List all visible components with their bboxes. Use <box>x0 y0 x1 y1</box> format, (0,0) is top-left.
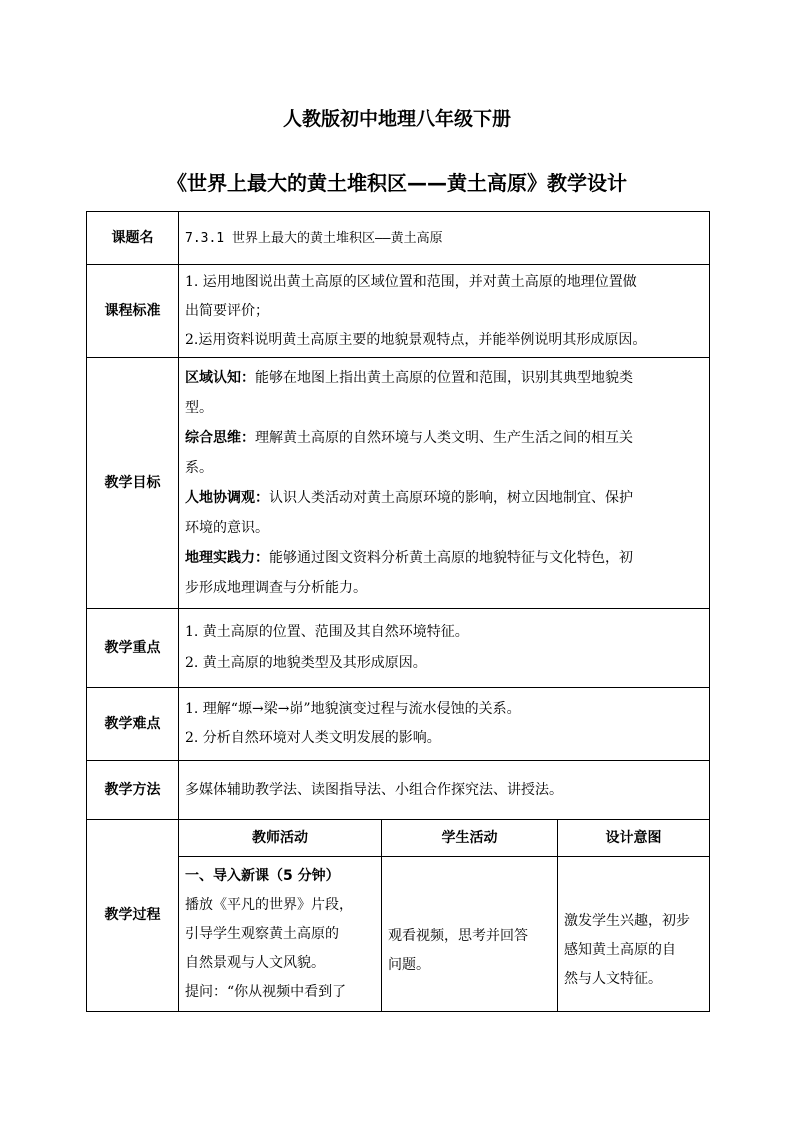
teacher-line: 提问：“你从视频中看到了 <box>185 983 347 1000</box>
header-teacher: 教师活动 <box>179 820 382 857</box>
row-difficulties <box>87 688 710 761</box>
label-difficulties: 教学难点 <box>87 688 179 761</box>
row-key-points <box>87 609 710 688</box>
standards-line: 出简要评价； <box>185 302 269 319</box>
goal-item: 地理实践力：能够通过图文资料分析黄土高原的地貌特征与文化特色，初 <box>185 550 633 566</box>
doc-title: 人教版初中地理八年级下册 <box>282 108 511 130</box>
row-lesson <box>87 212 710 265</box>
doc-subtitle: 《世界上最大的黄土堆积区——黄土高原》教学设计 <box>167 171 627 195</box>
lesson-name: 7.3.1 世界上最大的黄土堆积区——黄土高原 <box>179 212 710 265</box>
row-methods <box>87 761 710 820</box>
key-points-content <box>179 609 710 688</box>
standards-content <box>179 265 710 358</box>
teacher-line: 播放《平凡的世界》片段， <box>185 896 353 913</box>
label-key-points: 教学重点 <box>87 609 179 688</box>
label-goals: 教学目标 <box>87 358 179 609</box>
header-intent: 设计意图 <box>558 820 710 857</box>
row-process-body <box>87 857 710 1012</box>
teacher-line: 自然景观与人文风貌。 <box>185 954 325 971</box>
row-goals <box>87 358 710 609</box>
goal-item: 人地协调观：认识人类活动对黄土高原环境的影响，树立因地制宜、保护 <box>185 490 633 506</box>
goal-item-cont: 步形成地理调查与分析能力。 <box>185 580 367 596</box>
label-lesson: 课题名 <box>87 212 179 265</box>
goals-content <box>179 358 710 609</box>
row-process-header <box>87 820 710 857</box>
key-point-line: 2. 黄土高原的地貌类型及其形成原因。 <box>185 655 427 671</box>
student-activity <box>382 857 558 1012</box>
student-line: 问题。 <box>388 956 430 973</box>
difficulty-line: 2. 分析自然环境对人类文明发展的影响。 <box>185 730 441 746</box>
difficulties-content <box>179 688 710 761</box>
header-student: 学生活动 <box>382 820 558 857</box>
standards-line: 1. 运用地图说出黄土高原的区域位置和范围，并对黄土高原的地理位置做 <box>185 273 637 290</box>
difficulty-line: 1. 理解“塬→梁→峁”地貌演变过程与流水侵蚀的关系。 <box>185 701 521 717</box>
goal-item-cont: 系。 <box>185 460 213 476</box>
design-intent <box>558 857 710 1012</box>
intent-line: 然与人文特征。 <box>564 971 662 987</box>
label-standards: 课程标准 <box>87 265 179 358</box>
goal-item: 区域认知：能够在地图上指出黄土高原的位置和范围，识别其典型地貌类 <box>185 370 633 386</box>
key-point-line: 1. 黄土高原的位置、范围及其自然环境特征。 <box>185 624 469 640</box>
label-methods: 教学方法 <box>87 761 179 820</box>
teacher-line: 引导学生观察黄土高原的 <box>185 925 339 942</box>
intent-line: 激发学生兴趣，初步 <box>564 913 690 929</box>
student-line: 观看视频，思考并回答 <box>388 927 528 944</box>
methods-content: 多媒体辅助教学法、读图指导法、小组合作探究法、讲授法。 <box>179 761 710 820</box>
goal-item-cont: 型。 <box>185 400 213 416</box>
intent-line: 感知黄土高原的自 <box>564 942 676 958</box>
teacher-step-heading: 一、导入新课（5 分钟） <box>185 867 340 884</box>
standards-line: 2.运用资料说明黄土高原主要的地貌景观特点，并能举例说明其形成原因。 <box>185 331 647 348</box>
lesson-plan-table <box>86 211 710 1012</box>
teacher-activity <box>179 857 382 1012</box>
label-process: 教学过程 <box>87 820 179 1012</box>
row-standards <box>87 265 710 358</box>
goal-item: 综合思维：理解黄土高原的自然环境与人类文明、生产生活之间的相互关 <box>185 430 633 446</box>
goal-item-cont: 环境的意识。 <box>185 520 269 536</box>
